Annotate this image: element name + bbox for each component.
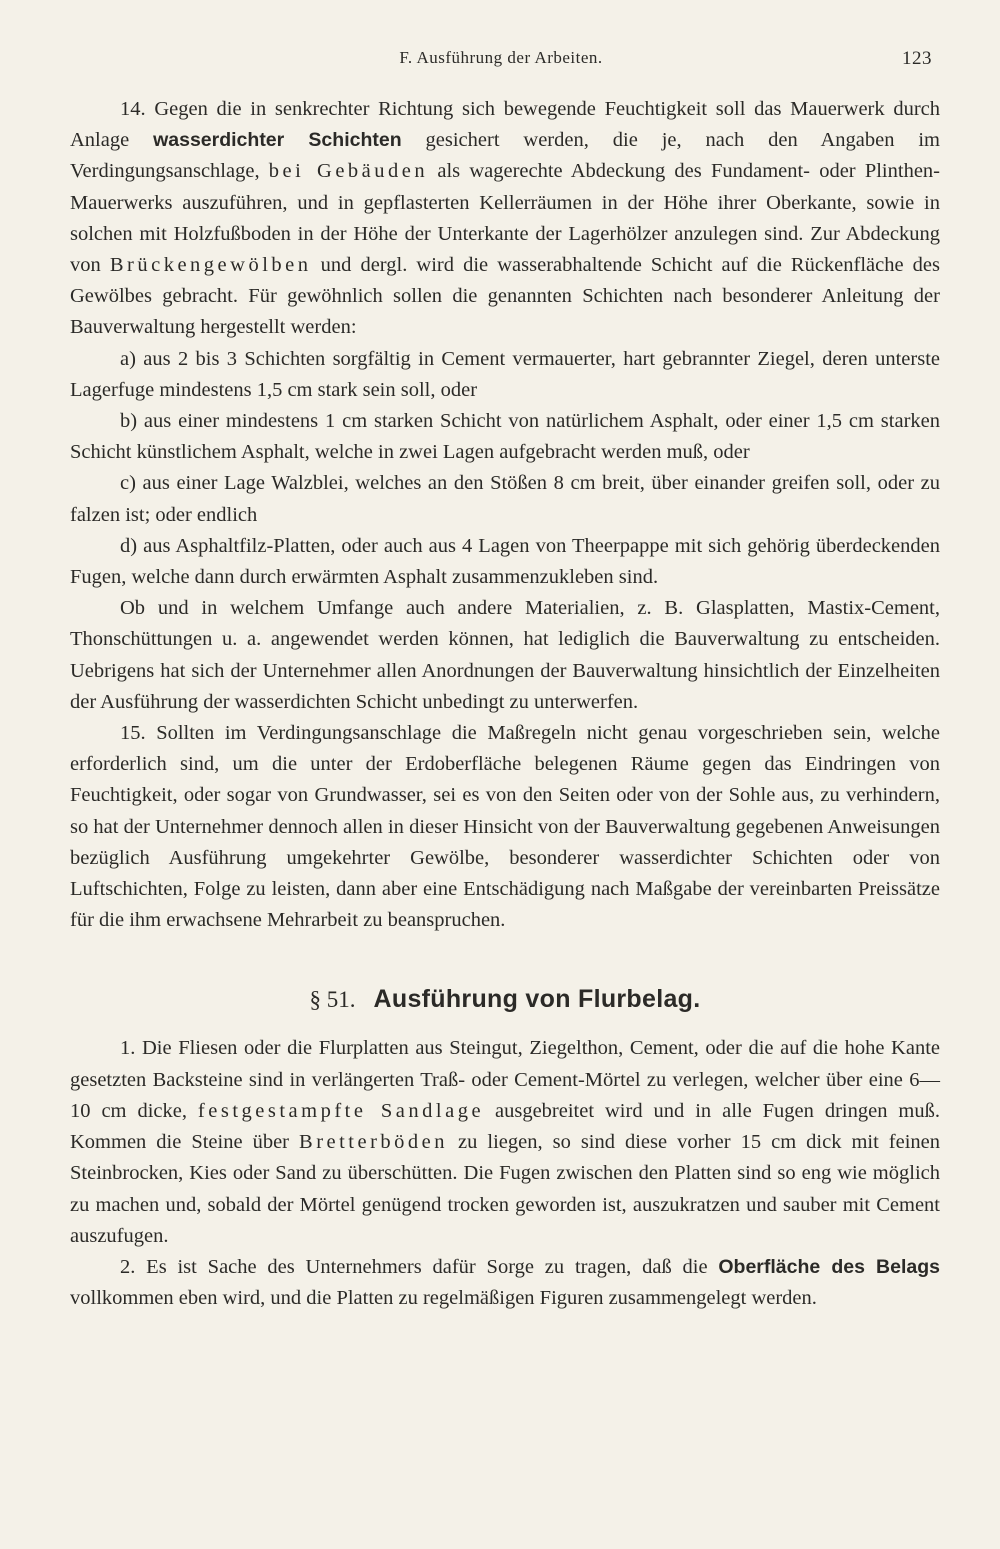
running-head-title: F. Ausführung der Arbeiten.: [399, 48, 603, 67]
paragraph-51-1: [70, 1033, 940, 1251]
spaced-term-sandlage: festgestampfte Sandlage: [197, 1099, 485, 1122]
text-run: zu liegen, so sind diese vorher 15 cm dick mit feinen Steinbrocken, Kies oder Sand zu überschütten. Die Fugen zwischen den Platten sind so eng wie möglich zu machen und, sobald der Mörtel genügend trocken geworden ist, auszukratzen und sauber mit Cement auszufugen.: [70, 1131, 941, 1247]
page-number: 123: [902, 48, 932, 69]
list-item-d: d) aus Asphaltfilz-Platten, oder auch aus 4 Lagen von Theerpappe mit sich gehörig überdeckenden Fugen, welche dann durch erwärmten Asphalt zusammenzukleben sind.: [70, 534, 940, 589]
text-run: 14. Gegen die in senkrechter Richtung sich bewegende Feuchtigkeit soll das Mauerwerk durch Anlage: [70, 98, 940, 152]
paragraph-51-2: [70, 1252, 940, 1314]
spaced-term-brueckengewoelben: Brückengewölben: [109, 254, 312, 277]
list-item-c: c) aus einer Lage Walzblei, welches an den Stößen 8 cm breit, über einander greifen soll, oder zu falzen ist; oder endlich: [70, 472, 940, 526]
list-item-a: a) aus 2 bis 3 Schichten sorgfältig in Cement vermauerter, hart gebrannter Ziegel, deren unterste Lagerfuge mindestens 1,5 cm stark sein soll, oder: [70, 347, 940, 401]
section-heading-51: [70, 982, 940, 1017]
section-title: Ausführung von Flurbelag.: [373, 985, 701, 1014]
text-run: als wagerechte Abdeckung des Fundament- oder Plinthen-Mauerwerks auszuführen, und in gepflasterten Kellerräumen in der Höhe ihrer Oberkante, sowie in solchen mit Holzfußboden in der Höhe der Unterkante der Lagerhölzer anzulegen sind. Zur Abdeckung von: [70, 160, 940, 277]
running-head: [70, 48, 932, 74]
bold-term-wasserdichter-schichten: wasserdichter Schichten: [153, 129, 402, 152]
text-run: ausgebreitet wird und in alle Fugen dringen muß. Kommen die Steine über: [70, 1099, 940, 1154]
body-text: [70, 94, 940, 1314]
text-run: gesichert werden, die je, nach den Angaben im Verdingungsanschlage,: [70, 129, 940, 183]
list-item-b: b) aus einer mindestens 1 cm starken Schicht von natürlichem Asphalt, oder einer 1,5 cm starken Schicht künstlichem Asphalt, welche in zwei Lagen aufgebracht werden muß, oder: [70, 410, 940, 464]
paragraph-14-intro: [70, 94, 940, 344]
text-run: 2. Es ist Sache des Unternehmers dafür Sorge zu tragen, daß die: [120, 1255, 719, 1278]
spaced-term-bretterboeden: Bretterböden: [299, 1131, 449, 1154]
text-run: vollkommen eben wird, und die Platten zu regelmäßigen Figuren zusammengelegt werden.: [70, 1287, 817, 1310]
section-number: § 51.: [309, 987, 356, 1013]
spaced-term-bei-gebaeuden: bei Gebäuden: [268, 160, 429, 183]
text-run: und dergl. wird die wasserabhaltende Schicht auf die Rückenfläche des Gewölbes gebracht. Für gewöhnlich sollen die genannten Schichten nach besonderer Anleitung der Bauverwaltung hergestellt werden:: [70, 254, 941, 339]
bold-term-oberflaeche: Oberfläche des Belags: [718, 1255, 940, 1278]
paragraph-15: 15. Sollten im Verdingungsanschlage die Maßregeln nicht genau vorgeschrieben sein, welche erforderlich sind, um die unter der Erdoberfläche belegenen Räume gegen das Eindringen von Feuchtigkeit, oder sogar von Grundwasser, sei es von den Seiten oder von der Sohle aus, zu verhindern, so hat der Unternehmer dennoch allen in dieser Hinsicht von der Bauverwaltung gegebenen Anweisungen bezüglich Ausführung umgekehrter Gewölbe, besonderer wasserdichter Schichten oder von Luftschichten, Folge zu leisten, dann aber eine Entschädigung nach Maßgabe der vereinbarten Preissätze für die ihm erwachsene Mehrarbeit zu beanspruchen.: [70, 722, 940, 932]
text-run: 1. Die Fliesen oder die Flurplatten aus Steingut, Ziegelthon, Cement, oder die auf die hohe Kante gesetzten Backsteine sind in verlängerten Traß- oder Cement-Mörtel zu verlegen, welcher über eine 6—10 cm dicke,: [70, 1037, 940, 1122]
paragraph-14-closing: Ob und in welchem Umfange auch andere Materialien, z. B. Glasplatten, Mastix-Cement, Thonschüttungen u. a. angewendet werden können, hat lediglich die Bauverwaltung zu entscheiden. Uebrigens hat sich der Unternehmer allen Anordnungen der Bauverwaltung hinsichtlich der Einzelheiten der Ausführung der wasserdichten Schicht unbedingt zu unterwerfen.: [70, 597, 940, 713]
